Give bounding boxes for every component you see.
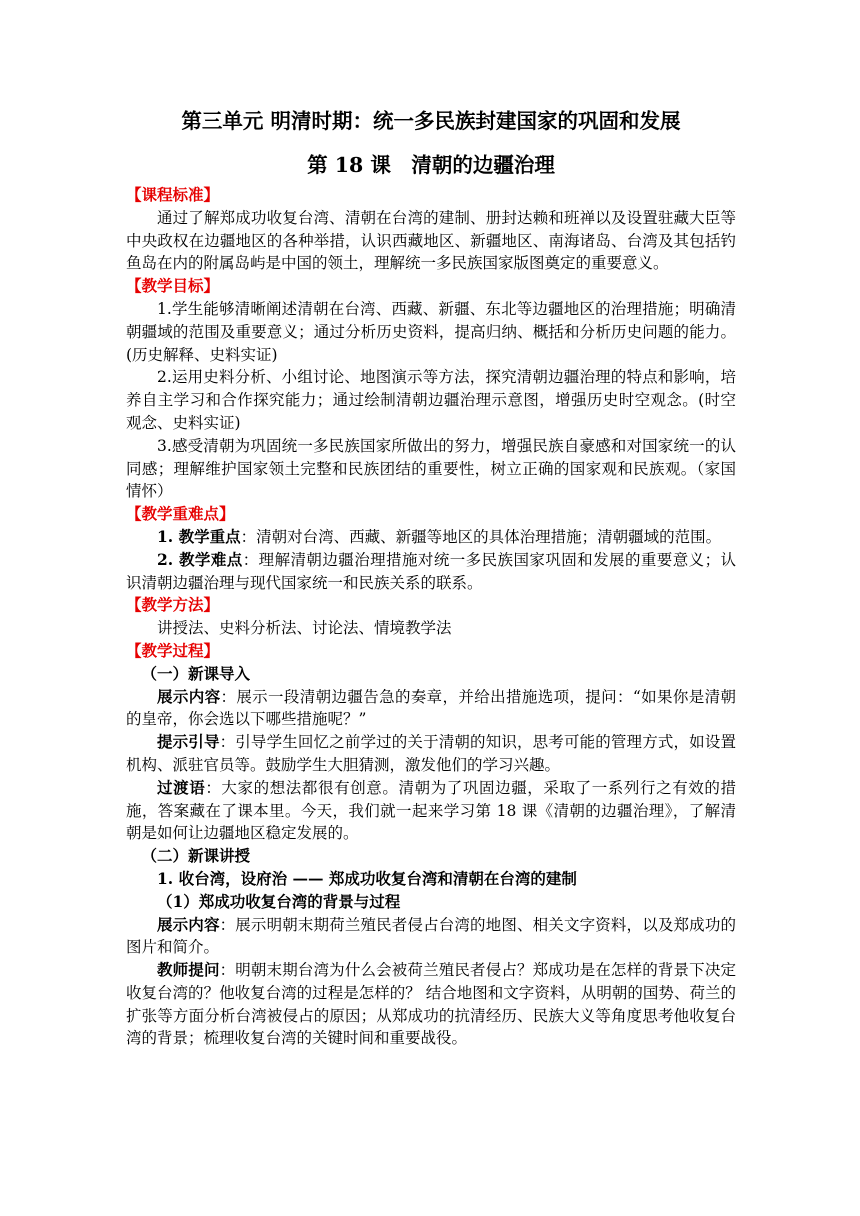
section-head-methods: 【教学方法】 xyxy=(126,595,220,615)
paragraph-text: ：展示一段清朝边疆告急的奏章，并给出措施选项，提问：“如果你是清朝的皇帝，你会选以下哪些措施呢？” xyxy=(126,687,736,729)
lesson-title: 第 18 课 清朝的边疆治理 xyxy=(307,153,555,177)
paragraph-text: ：引导学生回忆之前学过的关于清朝的知识，思考可能的管理方式，如设置机构、派驻官员等。鼓励学生大胆猜测，激发他们的学习兴趣。 xyxy=(126,733,736,774)
key-point-label: 1. 教学重点 xyxy=(157,526,241,546)
process-paragraph xyxy=(126,686,736,732)
topic-heading: 1. 收台湾，设府治 —— 郑成功收复台湾和清朝在台湾的建制 xyxy=(157,868,577,888)
paragraph-label: 展示内容 xyxy=(157,914,220,934)
section-head-keypoints: 【教学重难点】 xyxy=(126,504,235,524)
section-head-standard: 【课程标准】 xyxy=(126,185,220,204)
goal-item: 1.学生能够清晰阐述清朝在台湾、西藏、新疆、东北等边疆地区的治理措施；明确清朝疆域的范围及重要意义；通过分析历史资料，提高归纳、概括和分析历史问题的能力。(历史解释、史料实证) xyxy=(126,299,736,364)
process-paragraph xyxy=(126,777,736,845)
difficult-point-label: 2. 教学难点 xyxy=(157,549,243,569)
goal-item: 2.运用史料分析、小组讨论、地图演示等方法，探究清朝边疆治理的特点和影响，培养自主学习和合作探究能力；通过绘制清朝边疆治理示意图，增强历史时空观念。(时空观念、史料实证) xyxy=(126,368,736,432)
paragraph-text: ：大家的想法都很有创意。清朝为了巩固边疆，采取了一系列行之有效的措施，答案藏在了课本里。今天，我们就一起来学习第 18 课《清朝的边疆治理》，了解清朝是如何让边疆地区稳定发展的。 xyxy=(126,778,736,843)
process-paragraph xyxy=(126,731,736,777)
process-paragraph xyxy=(126,914,736,960)
section-head-goals: 【教学目标】 xyxy=(126,276,220,296)
methods-text: 讲授法、史料分析法、讨论法、情境教学法 xyxy=(157,619,452,638)
paragraph-text: ：明朝末期台湾为什么会被荷兰殖民者侵占？郑成功是在怎样的背景下决定收复台湾的？他收复台湾的过程是怎样的？ 结合地图和文字资料，从明朝的国势、荷兰的扩张等方面分析台湾被侵占的原因；从郑成功的抗清经历、民族大义等角度思考他收复台湾的背景；梳理收复台湾的关键时间和重要战役。 xyxy=(126,961,736,1048)
paragraph-text: ：展示明朝末期荷兰殖民者侵占台湾的地图、相关文字资料，以及郑成功的图片和简介。 xyxy=(126,915,736,957)
paragraph-label: 过渡语 xyxy=(157,777,206,797)
standard-text: 通过了解郑成功收复台湾、清朝在台湾的建制、册封达赖和班禅以及设置驻藏大臣等中央政权在边疆地区的各种举措，认识西藏地区、新疆地区、南海诸岛、台湾及其包括钓鱼岛在内的附属岛屿是中国的领土，理解统一多民族国家版图奠定的重要意义。 xyxy=(126,208,736,273)
paragraph-label: 展示内容 xyxy=(157,686,221,706)
unit-title: 第三单元 明清时期：统一多民族封建国家的巩固和发展 xyxy=(181,109,681,133)
goal-item: 3.感受清朝为巩固统一多民族国家所做出的努力，增强民族自豪感和对国家统一的认同感；理解维护国家领土完整和民族团结的重要性，树立正确的国家观和民族观。（家国情怀） xyxy=(126,436,736,501)
topic-subheading: （1）郑成功收复台湾的背景与过程 xyxy=(157,891,401,911)
difficult-point-text: ：理解清朝边疆治理措施对统一多民族国家巩固和发展的重要意义；认识清朝边疆治理与现代国家统一和民族关系的联系。 xyxy=(126,550,736,592)
part-title-lecture: （二）新课讲授 xyxy=(141,846,251,866)
paragraph-label: 教师提问 xyxy=(157,960,220,980)
difficult-point-paragraph xyxy=(126,549,736,595)
paragraph-label: 提示引导 xyxy=(157,732,220,752)
key-point-paragraph xyxy=(126,526,736,549)
section-head-process: 【教学过程】 xyxy=(126,640,220,660)
document-body xyxy=(126,106,736,1050)
part-title-intro: （一）新课导入 xyxy=(141,663,251,683)
key-point-text: ：清朝对台湾、西藏、新疆等地区的具体治理措施；清朝疆域的范围。 xyxy=(240,527,722,546)
process-paragraph xyxy=(126,959,736,1050)
